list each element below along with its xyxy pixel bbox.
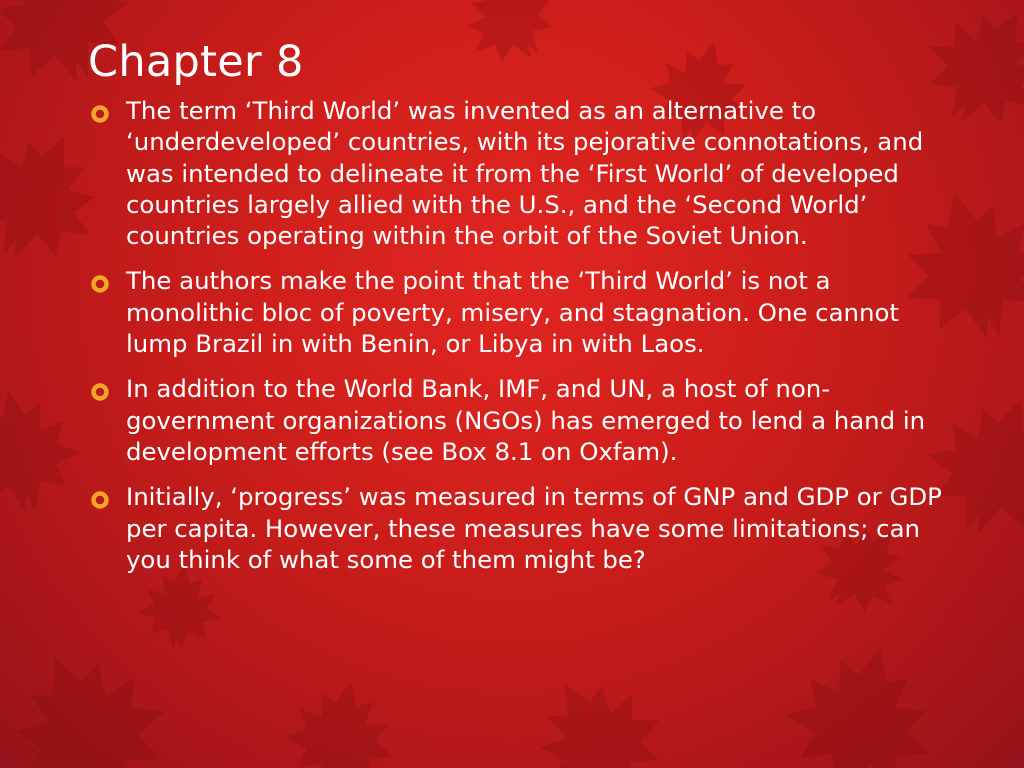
maple-leaf-icon	[444, 0, 573, 82]
maple-leaf-icon	[0, 625, 192, 768]
slide-title: Chapter 8	[88, 37, 304, 87]
bullet-item	[88, 481, 948, 575]
bullet-item	[88, 95, 948, 251]
bullet-list	[88, 95, 948, 589]
ring-bullet-icon	[90, 382, 110, 402]
bullet-text: In addition to the World Bank, IMF, and UN, a host of non-government organizations (NGOs) has emerged to lend a hand in development efforts (see Box 8.1 on Oxfam).	[126, 374, 926, 466]
ring-bullet-icon	[90, 104, 110, 124]
maple-leaf-icon	[276, 671, 404, 768]
bullet-item	[88, 373, 948, 467]
maple-leaf-icon	[0, 381, 89, 522]
bullet-item	[88, 265, 948, 359]
bullet-text: The term ‘Third World’ was invented as an alternative to ‘underdeveloped’ countries, with its pejorative connotations, and was intended to delineate it from the ‘First World’ of developed countries largely allied with the U.S., and the ‘Second World’ countries operating within the orbit of the Soviet Union.	[126, 96, 924, 251]
maple-leaf-icon	[509, 652, 686, 768]
ring-bullet-icon	[90, 490, 110, 510]
maple-leaf-icon	[771, 629, 952, 768]
ring-bullet-icon	[90, 274, 110, 294]
bullet-text: The authors make the point that the ‘Third World’ is not a monolithic bloc of poverty, misery, and stagnation. One cannot lump Brazil in with Benin, or Libya in with Laos.	[126, 266, 899, 359]
bullet-text: Initially, ‘progress’ was measured in terms of GNP and GDP or GDP per capita. However, these measures have some limitations; can you think of what some of them might be?	[126, 482, 942, 574]
